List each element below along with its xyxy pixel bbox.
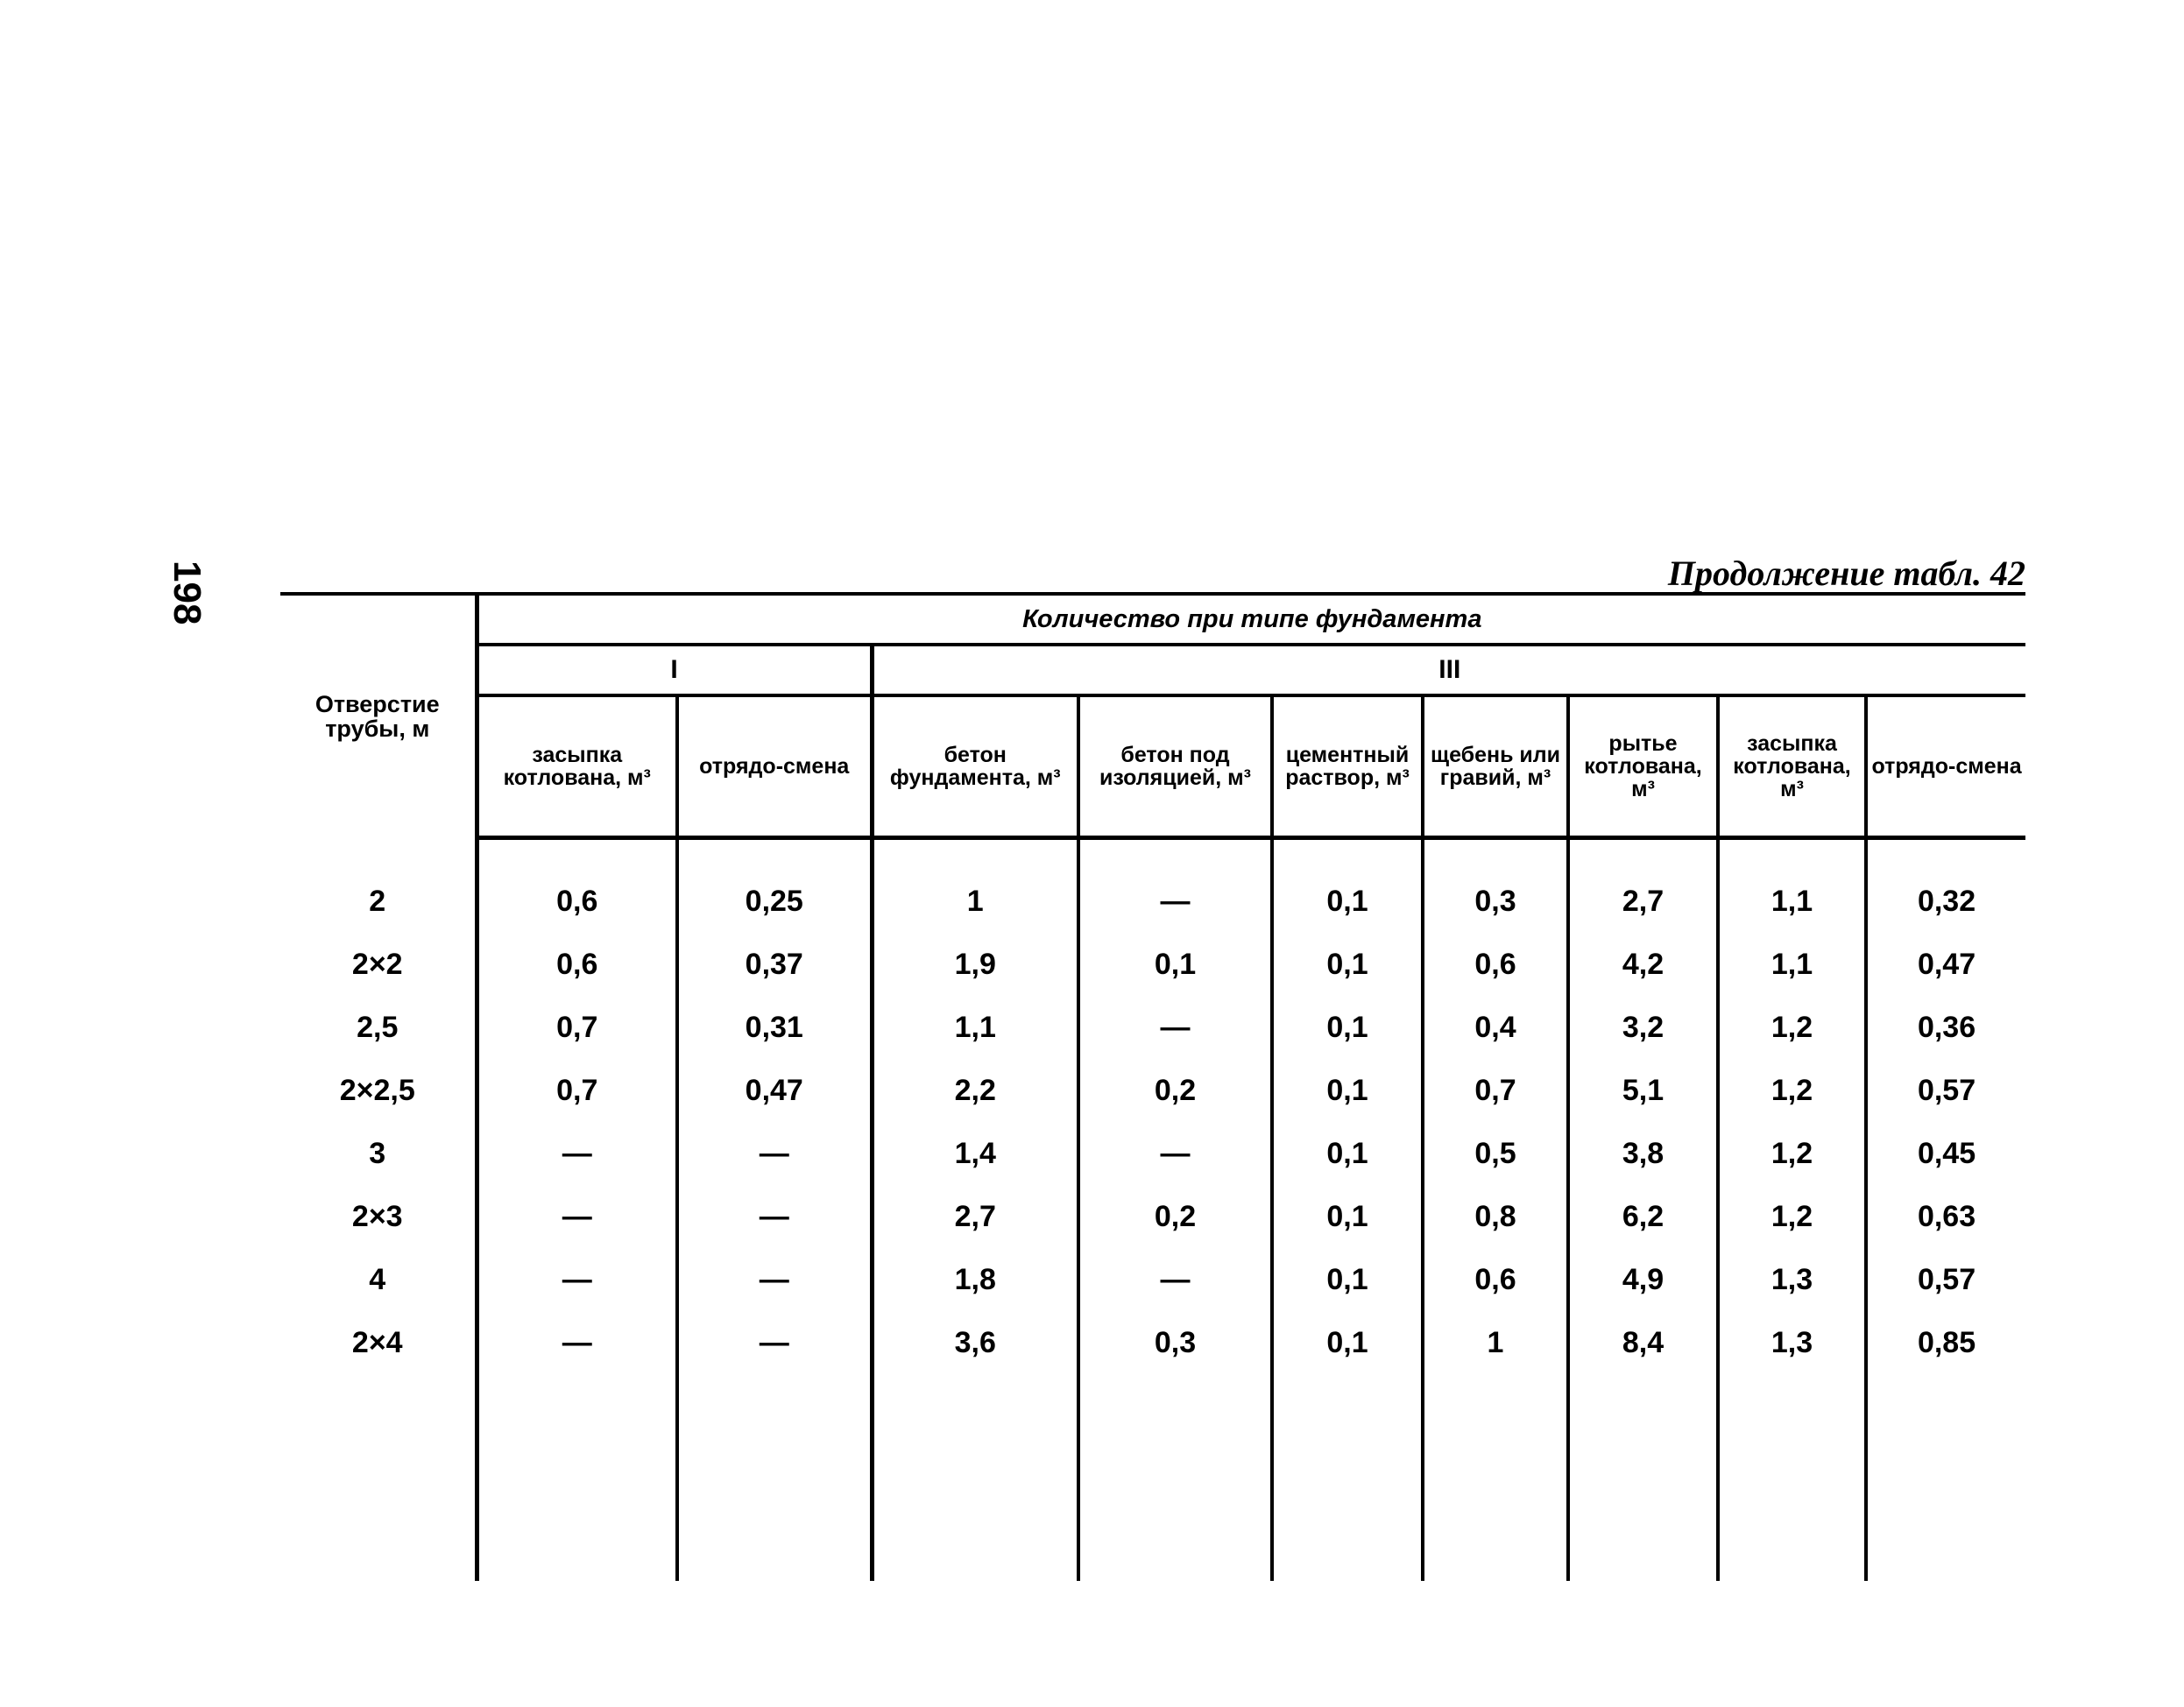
empty-cell <box>1866 1374 2025 1581</box>
empty-cell <box>1423 1374 1568 1581</box>
table-row <box>280 1059 2025 1122</box>
table-row <box>280 996 2025 1059</box>
column-header: щебень или гравий, м³ <box>1423 695 1568 838</box>
column-header: отрядо-смена <box>1866 695 2025 838</box>
table-body <box>280 838 2025 1582</box>
table-cell: 0,1 <box>1272 1122 1423 1185</box>
table-cell: 3,8 <box>1568 1122 1718 1185</box>
table-cell: 0,1 <box>1272 870 1423 933</box>
table-cell: 1,2 <box>1718 1185 1866 1248</box>
table-cell: 2,2 <box>872 1059 1078 1122</box>
table-cell: 1,1 <box>1718 870 1866 933</box>
table-cell: 2,7 <box>872 1185 1078 1248</box>
table-cell: 0,7 <box>1423 1059 1568 1122</box>
table-cell: 0,37 <box>677 933 872 996</box>
table-continuation-caption: Продолжение табл. 42 <box>1667 554 2025 593</box>
table-cell: 2,7 <box>1568 870 1718 933</box>
type-header-I: I <box>477 645 872 695</box>
table-cell: — <box>677 1122 872 1185</box>
table-cell: 0,85 <box>1866 1311 2025 1374</box>
table-cell: 0,8 <box>1423 1185 1568 1248</box>
table-cell: 1 <box>1423 1311 1568 1374</box>
empty-cell <box>477 1374 677 1581</box>
row-label-cell: 2 <box>369 884 386 918</box>
table-cell: 0,1 <box>1272 1311 1423 1374</box>
table-row <box>280 1122 2025 1185</box>
table-cell: 0,47 <box>677 1059 872 1122</box>
table-cell: 4,9 <box>1568 1248 1718 1311</box>
column-header: засыпка котлована, м³ <box>1718 695 1866 838</box>
table-cell: — <box>677 1248 872 1311</box>
empty-cell <box>872 1374 1078 1581</box>
table-row <box>280 1185 2025 1248</box>
table-cell: — <box>1078 1248 1272 1311</box>
data-table-container <box>280 592 2025 1581</box>
table-cell: 8,4 <box>1568 1311 1718 1374</box>
table-cell: 1,2 <box>1718 1122 1866 1185</box>
type-header-III: III <box>872 645 2025 695</box>
table-cell: 1,2 <box>1718 1059 1866 1122</box>
column-header: цементный раствор, м³ <box>1272 695 1423 838</box>
table-cell: — <box>1078 870 1272 933</box>
table-cell: 6,2 <box>1568 1185 1718 1248</box>
table-cell: 0,25 <box>677 870 872 933</box>
table-cell: 0,6 <box>477 933 677 996</box>
row-label-cell: 3 <box>369 1136 386 1170</box>
group-header: Количество при типе фундамента <box>477 594 2025 645</box>
table-cell: 0,57 <box>1866 1248 2025 1311</box>
table-cell: — <box>677 1185 872 1248</box>
empty-cell <box>1272 1374 1423 1581</box>
empty-cell <box>1718 1374 1866 1581</box>
table-cell: 0,1 <box>1272 1059 1423 1122</box>
table-cell: 0,36 <box>1866 996 2025 1059</box>
row-label-cell: 2×4 <box>351 1325 403 1359</box>
table-cell: 1,4 <box>872 1122 1078 1185</box>
table-cell: 0,3 <box>1423 870 1568 933</box>
table-cell: 1,9 <box>872 933 1078 996</box>
table-cell: 0,5 <box>1423 1122 1568 1185</box>
table-cell: 4,2 <box>1568 933 1718 996</box>
foundation-quantities-table <box>280 592 2025 1581</box>
table-cell: 1 <box>872 870 1078 933</box>
table-cell: 0,45 <box>1866 1122 2025 1185</box>
column-header: засыпка котлована, м³ <box>477 695 677 838</box>
table-cell: 3,6 <box>872 1311 1078 1374</box>
table-cell: 0,1 <box>1272 996 1423 1059</box>
stub-header: Отверстие трубы, м <box>280 594 477 838</box>
table-row <box>280 1248 2025 1311</box>
table-cell: 0,1 <box>1272 1185 1423 1248</box>
empty-cell <box>1568 1374 1718 1581</box>
table-cell: 0,3 <box>1078 1311 1272 1374</box>
column-header: бетон под изоляцией, м³ <box>1078 695 1272 838</box>
table-cell: 0,32 <box>1866 870 2025 933</box>
table-cell: — <box>477 1311 677 1374</box>
table-cell: 0,2 <box>1078 1185 1272 1248</box>
table-cell: 0,57 <box>1866 1059 2025 1122</box>
table-cell: — <box>477 1185 677 1248</box>
table-cell: 1,2 <box>1718 996 1866 1059</box>
table-cell: 5,1 <box>1568 1059 1718 1122</box>
table-cell: 0,63 <box>1866 1185 2025 1248</box>
row-label-cell: 2×2,5 <box>339 1073 415 1107</box>
column-header: отрядо-смена <box>677 695 872 838</box>
column-header: рытье котлована, м³ <box>1568 695 1718 838</box>
table-cell: 1,3 <box>1718 1311 1866 1374</box>
table-cell: — <box>677 1311 872 1374</box>
table-cell: — <box>477 1248 677 1311</box>
empty-cell <box>677 1374 872 1581</box>
table-row <box>280 870 2025 933</box>
column-header: бетон фундамента, м³ <box>872 695 1078 838</box>
row-label-cell: 4 <box>369 1262 386 1296</box>
table-cell: 0,1 <box>1078 933 1272 996</box>
table-cell: — <box>477 1122 677 1185</box>
table-cell: 0,4 <box>1423 996 1568 1059</box>
table-cell: — <box>1078 996 1272 1059</box>
table-cell: 0,7 <box>477 1059 677 1122</box>
table-cell: 0,1 <box>1272 933 1423 996</box>
table-row <box>280 1311 2025 1374</box>
table-cell: 3,2 <box>1568 996 1718 1059</box>
page-number: 198 <box>166 561 209 625</box>
table-cell: 0,31 <box>677 996 872 1059</box>
table-cell: 0,6 <box>1423 933 1568 996</box>
table-cell: 0,6 <box>477 870 677 933</box>
table-tail-row <box>280 1374 2025 1581</box>
table-row <box>280 933 2025 996</box>
empty-cell <box>1078 1374 1272 1581</box>
table-cell: 1,8 <box>872 1248 1078 1311</box>
row-label-cell: 2×2 <box>351 947 403 981</box>
row-label-cell: 2,5 <box>357 1010 399 1044</box>
row-label-cell: 2×3 <box>351 1199 403 1233</box>
table-cell: 0,2 <box>1078 1059 1272 1122</box>
table-cell: — <box>1078 1122 1272 1185</box>
table-cell: 1,3 <box>1718 1248 1866 1311</box>
table-cell: 0,7 <box>477 996 677 1059</box>
empty-cell <box>280 1374 477 1581</box>
table-spacer-row <box>280 838 2025 871</box>
table-cell: 1,1 <box>1718 933 1866 996</box>
table-cell: 0,1 <box>1272 1248 1423 1311</box>
table-cell: 1,1 <box>872 996 1078 1059</box>
table-cell: 0,47 <box>1866 933 2025 996</box>
table-cell: 0,6 <box>1423 1248 1568 1311</box>
